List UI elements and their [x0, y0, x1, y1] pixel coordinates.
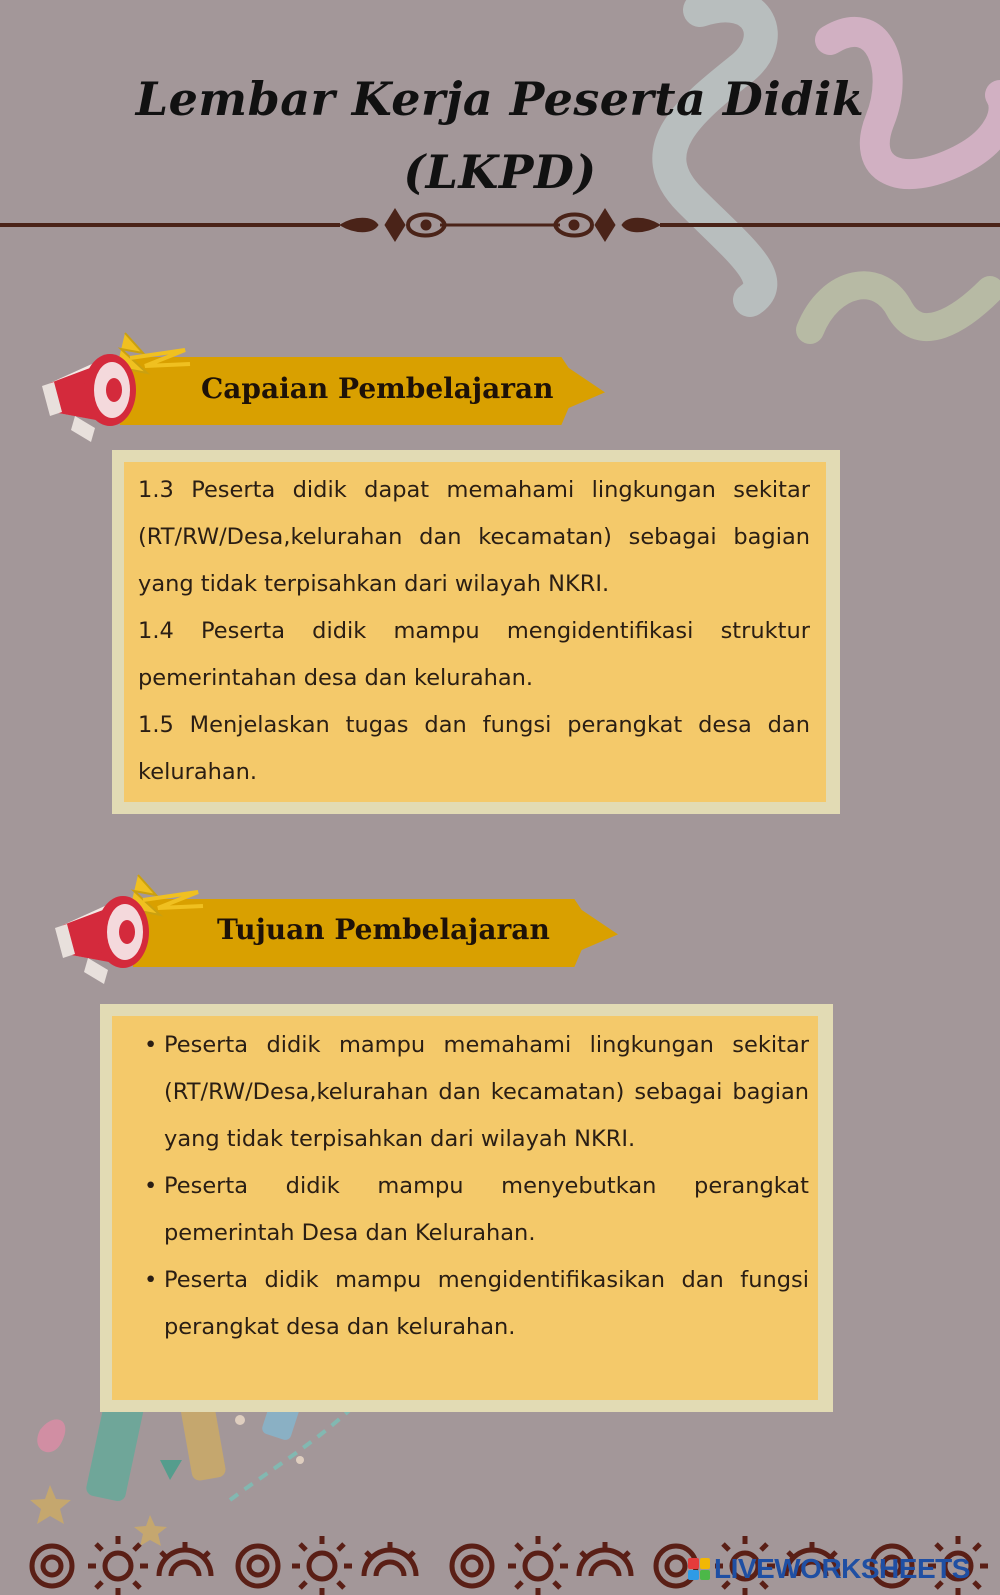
liveworksheets-label: LIVEWORKSHEETS — [714, 1553, 970, 1584]
capaian-item: 1.5 Menjelaskan tugas dan fungsi perangkat desa dan kelurahan. — [138, 712, 810, 785]
capaian-item: 1.4 Peserta didik mampu mengidentifikasi struktur pemerintahan desa dan kelurahan. — [138, 618, 810, 691]
capaian-heading: Capaian Pembelajaran — [201, 372, 554, 405]
tujuan-item-text: Peserta didik mampu menyebutkan perangkat pemerintah Desa dan Kelurahan. — [164, 1173, 809, 1246]
tujuan-text — [144, 1022, 809, 1351]
tujuan-item-text: Peserta didik mampu mengidentifikasikan dan fungsi perangkat desa dan kelurahan. — [164, 1267, 809, 1340]
tujuan-item — [144, 1022, 809, 1163]
ornament-divider — [0, 204, 1000, 246]
capaian-text — [138, 467, 810, 796]
bullet-icon: • — [144, 1267, 158, 1293]
liveworksheets-watermark[interactable] — [688, 1553, 970, 1585]
tujuan-item-text: Peserta didik mampu memahami lingkungan sekitar (RT/RW/Desa,kelurahan dan kecamatan) sebagai bagian yang tidak terpisahkan dari wilayah NKRI. — [164, 1032, 809, 1152]
bullet-icon: • — [144, 1173, 158, 1199]
tujuan-item — [144, 1257, 809, 1351]
liveworksheets-logo-icon — [688, 1558, 710, 1580]
megaphone-icon — [43, 870, 208, 995]
capaian-item: 1.3 Peserta didik dapat memahami lingkungan sekitar (RT/RW/Desa,kelurahan dan kecamatan) sebagai bagian yang tidak terpisahkan dari wilayah NKRI. — [138, 477, 810, 597]
tujuan-heading: Tujuan Pembelajaran — [217, 913, 550, 946]
page-title: Lembar Kerja Peserta Didik — [135, 72, 865, 126]
bullet-icon: • — [144, 1032, 158, 1058]
megaphone-icon — [30, 328, 195, 453]
page-title-abbrev: (LKPD) — [403, 145, 597, 199]
tujuan-item — [144, 1163, 809, 1257]
